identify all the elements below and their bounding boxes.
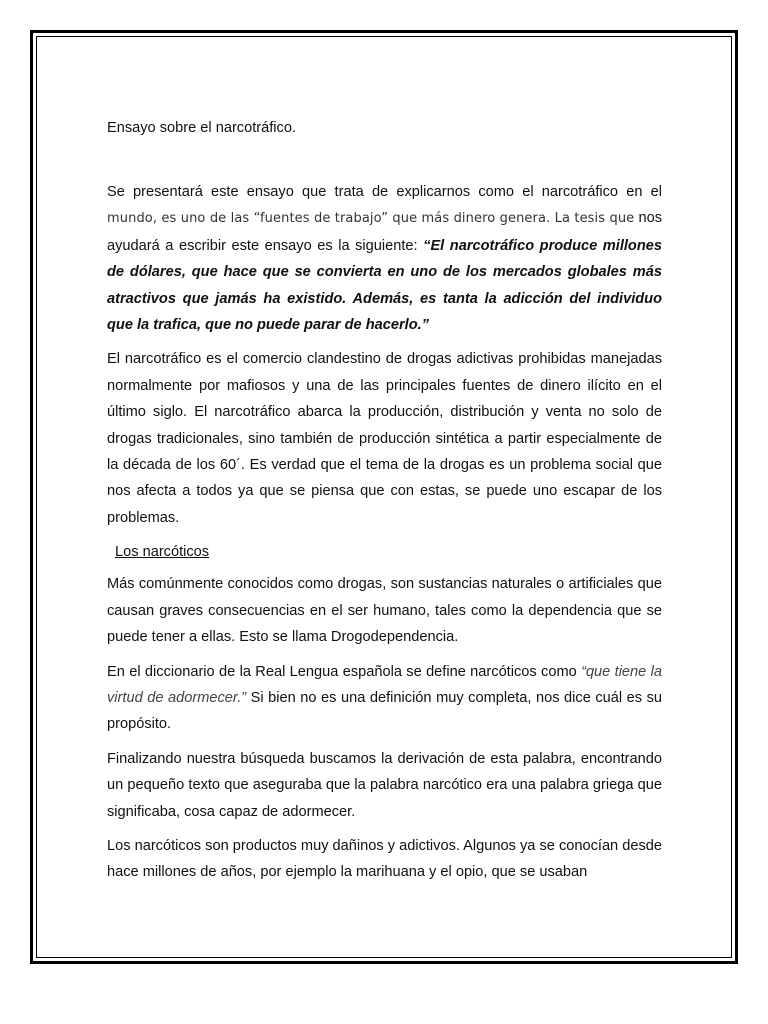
intro-text-3: nos ayudará a escribir este ensayo es la siguiente: [107,210,662,254]
paragraph-dictionary [107,659,662,738]
thesis-statement: “El narcotráfico produce millones de dólares, que hace que se convierta en uno de los mercados globales más atractivos que jamás ha existido. Además, es tanta la adicción del individuo que la trafica, que no puede parar de hacerlo.” [107,237,662,334]
dictionary-text-before: En el diccionario de la Real Lengua española se define narcóticos como [107,663,582,680]
paragraph-harmful: Los narcóticos son productos muy dañinos y adictivos. Algunos ya se conocían desde hace millones de años, por ejemplo la marihuana y el opio, que se usaban [107,837,662,881]
intro-paragraph [107,179,662,338]
intro-text-1: Se presentará este ensayo que trata de explicarnos como el narcotráfico en el [107,184,662,200]
section-heading-narcoticos: Los narcóticos [115,544,210,561]
dictionary-quote: “que tiene la virtud de adormecer.” [107,663,662,706]
intro-text-2: mundo, es uno de las “fuentes de trabajo” que más dinero genera. La tesis que [107,211,635,227]
paragraph-definition: El narcotráfico es el comercio clandestino de drogas adictivas prohibidas manejadas normalmente por mafiosos y una de las principales fuentes de dinero ilícito en el último siglo. El narcotráfico abarca la producción, distribución y venta no solo de drogas tradicionales, sino también de producción sintética a partir especialmente de la década de los 60´. Es verdad que el tema de la drogas es un problema social que nos afecta a todos ya que se piensa que con estas, se puede uno escapar de los problemas. [107,351,662,526]
essay-title: Ensayo sobre el narcotráfico. [107,120,297,136]
dictionary-text-after: Si bien no es una definición muy completa, nos dice cuál es su propósito. [107,689,662,733]
paragraph-narcoticos: Más comúnmente conocidos como drogas, son sustancias naturales o artificiales que causan graves consecuencias en el ser humano, tales como la dependencia que se puede tener a ellas. Esto se llama Drogodependencia. [107,576,662,646]
paragraph-etymology: Finalizando nuestra búsqueda buscamos la derivación de esta palabra, encontrando un pequeño texto que aseguraba que la palabra narcótico era una palabra griega que significaba, cosa capaz de adormecer. [107,750,662,820]
document-body [107,115,662,894]
